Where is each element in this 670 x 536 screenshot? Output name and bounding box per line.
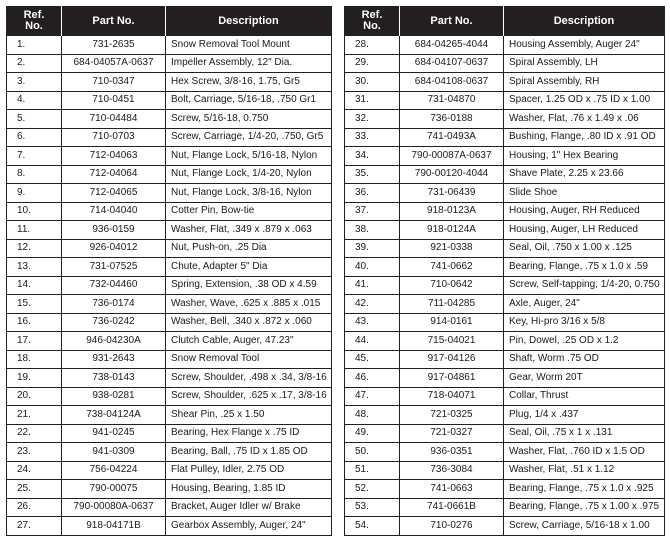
part-no-cell: 684-04057A-0637 — [62, 54, 166, 73]
part-no-cell: 941-0245 — [62, 424, 166, 443]
ref-cell: 46. — [345, 369, 400, 388]
table-row — [345, 128, 665, 147]
part-no-cell: 736-0188 — [400, 110, 504, 129]
table-row — [7, 165, 332, 184]
ref-cell: 40. — [345, 258, 400, 277]
part-no-cell: 917-04861 — [400, 369, 504, 388]
ref-cell: 41. — [345, 276, 400, 295]
part-no-cell: 731-07525 — [62, 258, 166, 277]
description-cell: Nut, Push-on, .25 Dia — [166, 239, 332, 258]
ref-cell: 34. — [345, 147, 400, 166]
part-no-cell: 917-04126 — [400, 350, 504, 369]
table-row — [7, 91, 332, 110]
description-cell: Bearing, Hex Flange x .75 ID — [166, 424, 332, 443]
ref-cell: 52. — [345, 480, 400, 499]
description-cell: Housing, Auger, RH Reduced — [504, 202, 665, 221]
part-no-cell: 914-0161 — [400, 313, 504, 332]
ref-cell: 3. — [7, 73, 62, 92]
description-cell: Bearing, Flange, .75 x 1.00 x .975 — [504, 498, 665, 517]
ref-cell: 48. — [345, 406, 400, 425]
description-cell: Shaft, Worm .75 OD — [504, 350, 665, 369]
ref-cell: 51. — [345, 461, 400, 480]
part-no-cell: 712-04065 — [62, 184, 166, 203]
table-row — [345, 295, 665, 314]
table-row — [345, 110, 665, 129]
part-no-cell: 731-04870 — [400, 91, 504, 110]
description-cell: Housing, 1" Hex Bearing — [504, 147, 665, 166]
table-row — [7, 406, 332, 425]
description-cell: Washer, Wave, .625 x .885 x .015 — [166, 295, 332, 314]
ref-cell: 21. — [7, 406, 62, 425]
part-no-cell: 712-04064 — [62, 165, 166, 184]
description-cell: Shear Pin, .25 x 1.50 — [166, 406, 332, 425]
table-row — [345, 443, 665, 462]
description-cell: Bearing, Flange, .75 x 1.0 x .59 — [504, 258, 665, 277]
description-header: Description — [504, 7, 665, 36]
ref-cell: 13. — [7, 258, 62, 277]
table-row — [345, 91, 665, 110]
part-no-cell: 741-0663 — [400, 480, 504, 499]
description-cell: Chute, Adapter 5" Dia — [166, 258, 332, 277]
description-cell: Snow Removal Tool — [166, 350, 332, 369]
description-cell: Snow Removal Tool Mount — [166, 36, 332, 55]
part-no-cell: 736-0242 — [62, 313, 166, 332]
table-row — [345, 406, 665, 425]
table-row — [7, 332, 332, 351]
description-cell: Shave Plate, 2.25 x 23.66 — [504, 165, 665, 184]
description-cell: Clutch Cable, Auger, 47.23" — [166, 332, 332, 351]
part-no-cell: 946-04230A — [62, 332, 166, 351]
table-row — [7, 480, 332, 499]
table-row — [7, 517, 332, 536]
part-no-cell: 712-04063 — [62, 147, 166, 166]
part-no-cell: 741-0662 — [400, 258, 504, 277]
part-no-header: Part No. — [62, 7, 166, 36]
description-cell: Nut, Flange Lock, 5/16-18, Nylon — [166, 147, 332, 166]
table-row — [345, 480, 665, 499]
description-cell: Screw, Shoulder, .625 x .17, 3/8-16 — [166, 387, 332, 406]
part-no-cell: 731-06439 — [400, 184, 504, 203]
part-no-cell: 710-0347 — [62, 73, 166, 92]
ref-cell: 20. — [7, 387, 62, 406]
table-row — [345, 54, 665, 73]
ref-cell: 2. — [7, 54, 62, 73]
ref-cell: 23. — [7, 443, 62, 462]
description-cell: Bearing, Ball, .75 ID x 1.85 OD — [166, 443, 332, 462]
part-no-cell: 738-04124A — [62, 406, 166, 425]
description-cell: Washer, Bell, .340 x .872 x .060 — [166, 313, 332, 332]
parts-table-right — [344, 6, 665, 536]
description-cell: Washer, Flat, .51 x 1.12 — [504, 461, 665, 480]
table-row — [7, 73, 332, 92]
description-cell: Nut, Flange Lock, 3/8-16, Nylon — [166, 184, 332, 203]
table-row — [7, 313, 332, 332]
ref-no-header: Ref. No. — [345, 7, 400, 36]
part-no-cell: 721-0325 — [400, 406, 504, 425]
ref-cell: 5. — [7, 110, 62, 129]
table-row — [7, 350, 332, 369]
table-row — [7, 443, 332, 462]
description-cell: Bracket, Auger Idler w/ Brake — [166, 498, 332, 517]
part-no-cell: 718-04071 — [400, 387, 504, 406]
ref-cell: 16. — [7, 313, 62, 332]
part-no-cell: 921-0338 — [400, 239, 504, 258]
description-cell: Washer, Flat, .76 x 1.49 x .06 — [504, 110, 665, 129]
description-cell: Axle, Auger, 24" — [504, 295, 665, 314]
table-row — [345, 332, 665, 351]
ref-cell: 1. — [7, 36, 62, 55]
table-row — [345, 313, 665, 332]
part-no-cell: 710-0703 — [62, 128, 166, 147]
ref-cell: 6. — [7, 128, 62, 147]
ref-cell: 54. — [345, 517, 400, 536]
description-cell: Screw, 5/16-18, 0.750 — [166, 110, 332, 129]
part-no-cell: 918-0123A — [400, 202, 504, 221]
description-cell: Bolt, Carriage, 5/16-18, .750 Gr1 — [166, 91, 332, 110]
part-no-cell: 684-04265-4044 — [400, 36, 504, 55]
table-row — [345, 276, 665, 295]
table-row — [345, 387, 665, 406]
ref-cell: 45. — [345, 350, 400, 369]
part-no-header: Part No. — [400, 7, 504, 36]
description-cell: Screw, Carriage, 1/4-20, .750, Gr5 — [166, 128, 332, 147]
table-row — [345, 239, 665, 258]
ref-cell: 9. — [7, 184, 62, 203]
part-no-cell: 710-0642 — [400, 276, 504, 295]
description-cell: Bearing, Flange, .75 x 1.0 x .925 — [504, 480, 665, 499]
description-cell: Screw, Carriage, 5/16-18 x 1.00 — [504, 517, 665, 536]
part-no-cell: 710-0451 — [62, 91, 166, 110]
table-row — [7, 295, 332, 314]
description-cell: Collar, Thrust — [504, 387, 665, 406]
part-no-cell: 736-0174 — [62, 295, 166, 314]
part-no-cell: 710-04484 — [62, 110, 166, 129]
description-cell: Cotter Pin, Bow-tie — [166, 202, 332, 221]
ref-cell: 4. — [7, 91, 62, 110]
description-cell: Bushing, Flange, .80 ID x .91 OD — [504, 128, 665, 147]
table-row — [345, 258, 665, 277]
ref-cell: 14. — [7, 276, 62, 295]
part-no-cell: 731-2635 — [62, 36, 166, 55]
ref-cell: 43. — [345, 313, 400, 332]
description-cell: Washer, Flat, .760 ID x 1.5 OD — [504, 443, 665, 462]
description-cell: Impeller Assembly, 12" Dia. — [166, 54, 332, 73]
description-cell: Pin, Dowel, .25 OD x 1.2 — [504, 332, 665, 351]
ref-cell: 18. — [7, 350, 62, 369]
ref-cell: 30. — [345, 73, 400, 92]
part-no-cell: 790-00120-4044 — [400, 165, 504, 184]
ref-cell: 10. — [7, 202, 62, 221]
ref-cell: 11. — [7, 221, 62, 240]
parts-rows-right — [345, 36, 665, 536]
part-no-cell: 790-00087A-0637 — [400, 147, 504, 166]
table-row — [345, 369, 665, 388]
part-no-cell: 711-04285 — [400, 295, 504, 314]
header-row — [345, 7, 665, 36]
ref-cell: 36. — [345, 184, 400, 203]
part-no-cell: 936-0351 — [400, 443, 504, 462]
ref-cell: 7. — [7, 147, 62, 166]
table-row — [7, 147, 332, 166]
part-no-cell: 790-00075 — [62, 480, 166, 499]
table-row — [345, 73, 665, 92]
table-row — [7, 258, 332, 277]
ref-cell: 42. — [345, 295, 400, 314]
ref-cell: 44. — [345, 332, 400, 351]
ref-cell: 49. — [345, 424, 400, 443]
description-cell: Spiral Assembly, RH — [504, 73, 665, 92]
part-no-cell: 936-0159 — [62, 221, 166, 240]
parts-rows-left — [7, 36, 332, 536]
part-no-cell: 941-0309 — [62, 443, 166, 462]
table-row — [7, 276, 332, 295]
table-row — [7, 221, 332, 240]
part-no-cell: 931-2643 — [62, 350, 166, 369]
table-row — [345, 184, 665, 203]
ref-cell: 24. — [7, 461, 62, 480]
description-cell: Washer, Flat, .349 x .879 x .063 — [166, 221, 332, 240]
description-cell: Slide Shoe — [504, 184, 665, 203]
table-row — [345, 424, 665, 443]
part-no-cell: 715-04021 — [400, 332, 504, 351]
ref-cell: 31. — [345, 91, 400, 110]
table-row — [7, 369, 332, 388]
description-cell: Flat Pulley, Idler, 2.75 OD — [166, 461, 332, 480]
ref-cell: 53. — [345, 498, 400, 517]
description-cell: Screw, Self-tapping, 1/4-20, 0.750 — [504, 276, 665, 295]
ref-cell: 39. — [345, 239, 400, 258]
ref-cell: 25. — [7, 480, 62, 499]
description-cell: Housing, Bearing, 1.85 ID — [166, 480, 332, 499]
description-cell: Nut, Flange Lock, 1/4-20, Nylon — [166, 165, 332, 184]
description-cell: Gearbox Assembly, Auger, 24" — [166, 517, 332, 536]
part-no-cell: 918-0124A — [400, 221, 504, 240]
header-row — [7, 7, 332, 36]
ref-cell: 29. — [345, 54, 400, 73]
ref-cell: 17. — [7, 332, 62, 351]
description-cell: Spiral Assembly, LH — [504, 54, 665, 73]
table-row — [7, 424, 332, 443]
description-cell: Hex Screw, 3/8-16, 1.75, Gr5 — [166, 73, 332, 92]
ref-cell: 15. — [7, 295, 62, 314]
table-row — [7, 54, 332, 73]
part-no-cell: 738-0143 — [62, 369, 166, 388]
description-cell: Seal, Oil, .750 x 1.00 x .125 — [504, 239, 665, 258]
part-no-cell: 710-0276 — [400, 517, 504, 536]
part-no-cell: 736-3084 — [400, 461, 504, 480]
ref-cell: 33. — [345, 128, 400, 147]
table-row — [7, 110, 332, 129]
table-row — [7, 387, 332, 406]
ref-cell: 8. — [7, 165, 62, 184]
parts-table-left — [6, 6, 332, 536]
description-cell: Seal, Oil, .75 x 1 x .131 — [504, 424, 665, 443]
description-cell: Gear, Worm 20T — [504, 369, 665, 388]
ref-cell: 12. — [7, 239, 62, 258]
part-no-cell: 741-0661B — [400, 498, 504, 517]
ref-cell: 27. — [7, 517, 62, 536]
part-no-cell: 684-04108-0637 — [400, 73, 504, 92]
description-cell: Housing, Auger, LH Reduced — [504, 221, 665, 240]
table-row — [7, 498, 332, 517]
ref-cell: 38. — [345, 221, 400, 240]
ref-cell: 50. — [345, 443, 400, 462]
table-row — [345, 147, 665, 166]
table-row — [345, 498, 665, 517]
table-row — [345, 36, 665, 55]
ref-cell: 26. — [7, 498, 62, 517]
part-no-cell: 721-0327 — [400, 424, 504, 443]
description-cell: Plug, 1/4 x .437 — [504, 406, 665, 425]
table-row — [7, 461, 332, 480]
table-row — [345, 202, 665, 221]
table-row — [345, 221, 665, 240]
part-no-cell: 926-04012 — [62, 239, 166, 258]
part-no-cell: 790-00080A-0637 — [62, 498, 166, 517]
ref-cell: 32. — [345, 110, 400, 129]
part-no-cell: 756-04224 — [62, 461, 166, 480]
description-cell: Spacer, 1.25 OD x .75 ID x 1.00 — [504, 91, 665, 110]
description-cell: Screw, Shoulder, .498 x .34, 3/8-16 — [166, 369, 332, 388]
ref-no-header: Ref. No. — [7, 7, 62, 36]
table-row — [7, 184, 332, 203]
part-no-cell: 918-04171B — [62, 517, 166, 536]
ref-cell: 47. — [345, 387, 400, 406]
table-row — [7, 202, 332, 221]
ref-cell: 22. — [7, 424, 62, 443]
table-row — [345, 461, 665, 480]
description-cell: Key, Hi-pro 3/16 x 5/8 — [504, 313, 665, 332]
table-row — [7, 239, 332, 258]
part-no-cell: 684-04107-0637 — [400, 54, 504, 73]
ref-cell: 37. — [345, 202, 400, 221]
table-row — [345, 165, 665, 184]
part-no-cell: 741-0493A — [400, 128, 504, 147]
ref-cell: 35. — [345, 165, 400, 184]
table-row — [345, 517, 665, 536]
table-row — [345, 350, 665, 369]
description-cell: Housing Assembly, Auger 24" — [504, 36, 665, 55]
part-no-cell: 938-0281 — [62, 387, 166, 406]
description-cell: Spring, Extension, .38 OD x 4.59 — [166, 276, 332, 295]
part-no-cell: 732-04460 — [62, 276, 166, 295]
table-row — [7, 128, 332, 147]
table-row — [7, 36, 332, 55]
part-no-cell: 714-04040 — [62, 202, 166, 221]
ref-cell: 19. — [7, 369, 62, 388]
description-header: Description — [166, 7, 332, 36]
ref-cell: 28. — [345, 36, 400, 55]
